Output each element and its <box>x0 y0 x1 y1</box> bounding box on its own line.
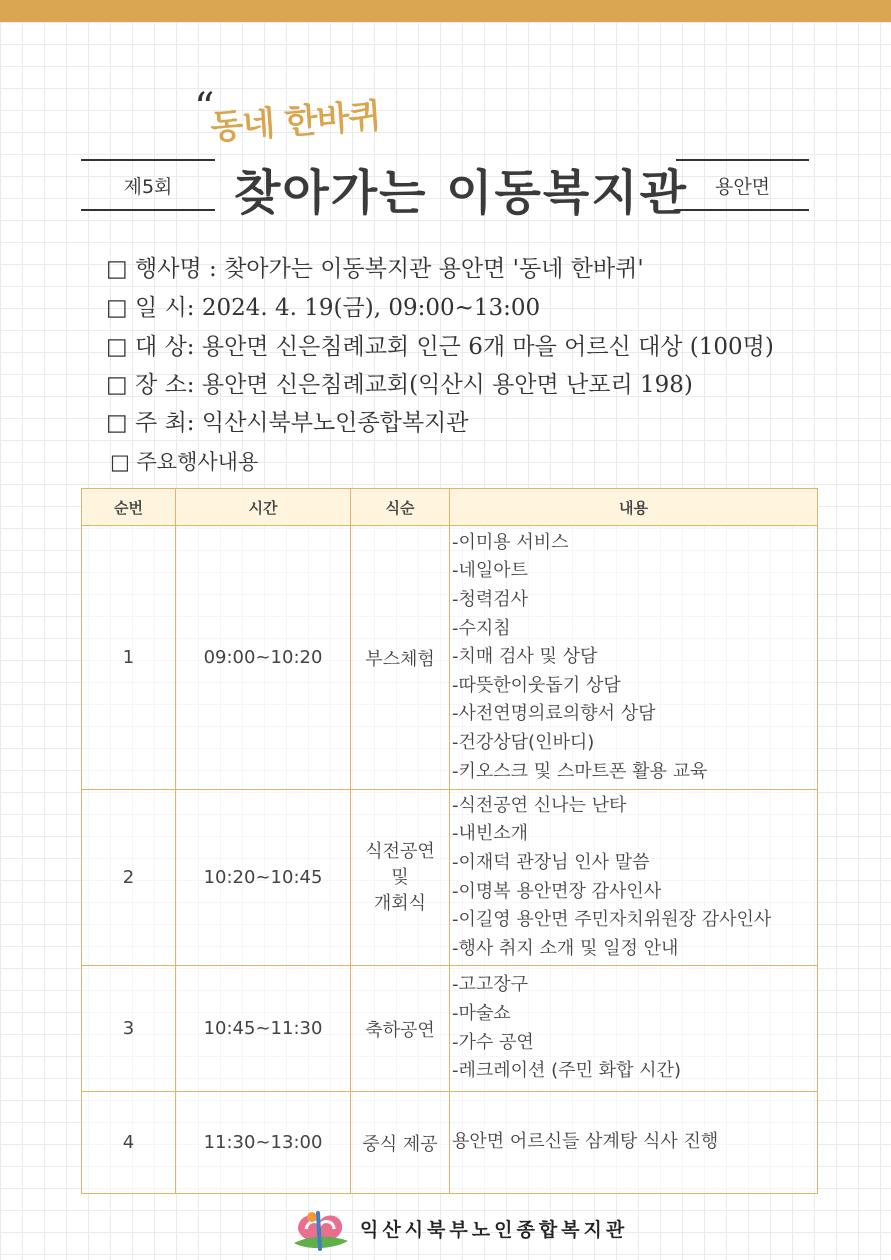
content-item: -마술쇼 <box>452 1002 511 1024</box>
row-time: 10:20~10:45 <box>176 790 351 966</box>
row-program <box>351 966 450 1092</box>
edition-box <box>81 159 215 211</box>
header-content: 내용 <box>450 489 818 526</box>
info-place <box>106 366 693 399</box>
info-value: 익산시북부노인종합복지관 <box>201 410 469 436</box>
content-item: -치매 검사 및 상담 <box>452 646 598 668</box>
location-box <box>676 159 809 211</box>
info-datetime <box>106 289 540 322</box>
table-row <box>82 526 818 790</box>
program-line: 및 <box>391 866 409 888</box>
content-item: -고고장구 <box>452 974 529 996</box>
row-content <box>450 526 818 790</box>
row-program <box>351 790 450 966</box>
info-label: □ 장 소: <box>106 372 195 398</box>
program-line: 축하공연 <box>365 1019 435 1041</box>
program-line: 부스체험 <box>365 648 435 670</box>
row-program <box>351 1092 450 1194</box>
program-line: 식전공연 <box>365 840 435 862</box>
footer-org-name: 익산시북부노인종합복지관 <box>360 1218 629 1241</box>
row-no: 4 <box>82 1092 176 1194</box>
row-time: 09:00~10:20 <box>176 526 351 790</box>
info-label: □ 행사명 : <box>106 256 217 282</box>
info-value: 용안면 신은침례교회 인근 6개 마을 어르신 대상 (100명) <box>201 334 774 360</box>
content-item: -레크레이션 (주민 화합 시간) <box>452 1060 681 1082</box>
table-row <box>82 790 818 966</box>
info-label: □ 주 최: <box>106 410 195 436</box>
header-time: 시간 <box>176 489 351 526</box>
row-time: 10:45~11:30 <box>176 966 351 1092</box>
row-content <box>450 1092 818 1194</box>
location-label: 용안면 <box>714 175 771 198</box>
info-value: 용안면 신은침례교회(익산시 용안면 난포리 198) <box>201 372 693 398</box>
content-item: -사전연명의료의향서 상담 <box>452 703 656 725</box>
program-line: 개회식 <box>373 892 427 914</box>
edition-label: 제5회 <box>123 175 173 198</box>
footer <box>290 1205 628 1251</box>
welfare-center-logo-icon <box>290 1205 352 1251</box>
row-program <box>351 526 450 790</box>
info-value: 2024. 4. 19(금), 09:00~13:00 <box>201 295 541 321</box>
content-item: -수지침 <box>452 617 511 639</box>
event-subtitle: 동네 한바퀴 <box>209 96 382 149</box>
content-item: -가수 공연 <box>452 1031 534 1053</box>
header-no: 순번 <box>82 489 176 526</box>
row-no: 3 <box>82 966 176 1092</box>
content-item: -키오스크 및 스마트폰 활용 교육 <box>452 760 708 782</box>
quote-mark: “ <box>194 85 215 131</box>
content-item: 용안면 어르신들 삼계탕 식사 진행 <box>452 1131 719 1153</box>
info-label: □ 주요행사내용 <box>110 450 259 474</box>
info-event-name <box>106 250 644 283</box>
info-label: □ 일 시: <box>106 295 195 321</box>
header-program: 식순 <box>351 489 450 526</box>
row-time: 11:30~13:00 <box>176 1092 351 1194</box>
table-row <box>82 1092 818 1194</box>
row-no: 2 <box>82 790 176 966</box>
info-main-program <box>110 446 258 476</box>
info-target <box>106 328 774 361</box>
content-item: -이길영 용안면 주민자치위원장 감사인사 <box>452 909 772 931</box>
info-label: □ 대 상: <box>106 334 195 360</box>
content-item: -따뜻한이웃돕기 상담 <box>452 674 621 696</box>
info-host <box>106 404 468 437</box>
content-item: -이명복 용안면장 감사인사 <box>452 880 662 902</box>
content-item: -이재덕 관장님 인사 말씀 <box>452 851 650 873</box>
program-line: 중식 제공 <box>362 1133 438 1155</box>
schedule-table <box>81 488 818 1194</box>
row-no: 1 <box>82 526 176 790</box>
info-value: 찾아가는 이동복지관 용안면 '동네 한바퀴' <box>224 256 644 282</box>
page-title: 찾아가는 이동복지관 <box>234 165 689 221</box>
content-item: -식전공연 신나는 난타 <box>452 794 627 816</box>
row-content <box>450 790 818 966</box>
table-header-row <box>82 489 818 526</box>
content-item: -내빈소개 <box>452 823 529 845</box>
content-item: -청력검사 <box>452 589 529 611</box>
content-item: -네일아트 <box>452 560 529 582</box>
table-row <box>82 966 818 1092</box>
row-content <box>450 966 818 1092</box>
content-item: -이미용 서비스 <box>452 531 569 553</box>
content-item: -건강상담(인바디) <box>452 731 595 753</box>
content-item: -행사 취지 소개 및 일정 안내 <box>452 937 679 959</box>
top-accent-band <box>0 0 891 22</box>
